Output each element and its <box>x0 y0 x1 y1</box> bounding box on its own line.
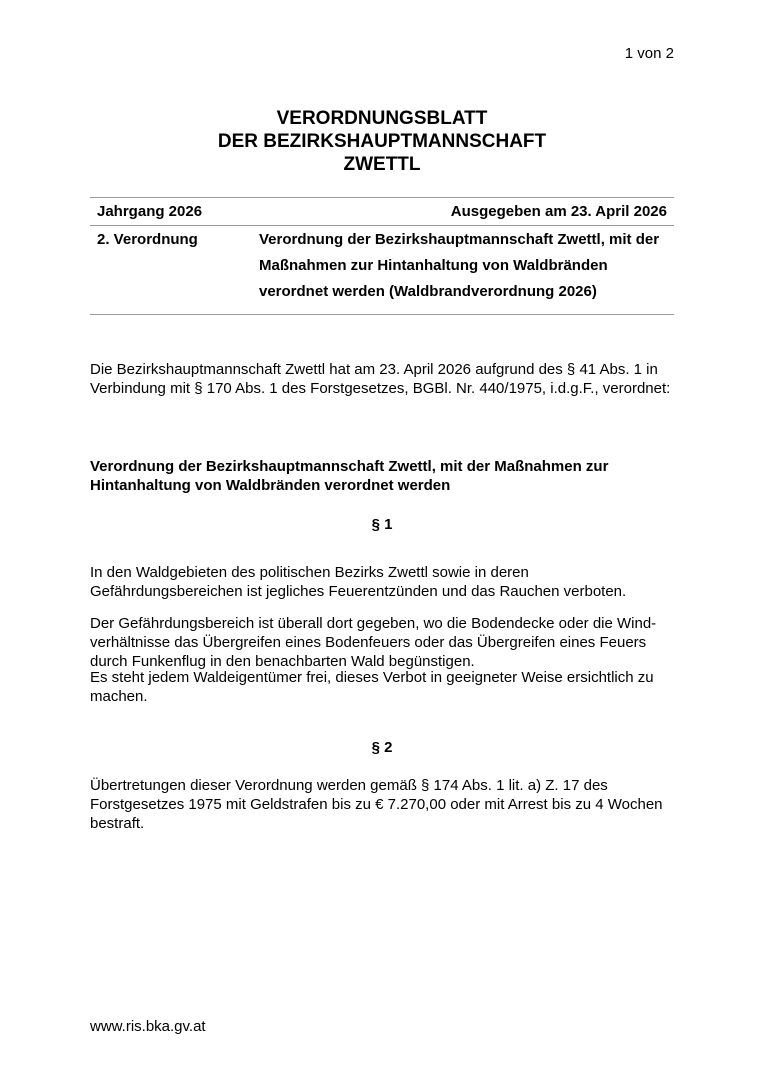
section-1-paragraph-2: Der Gefährdungsbereich ist überall dort gegeben, wo die Bodendecke oder die Wind-verhältnisse das Übergreifen eines Bodenfeuers oder das Übergreifen eines Feuers durch Funkenflug in den benachbarten Wald begünstigen. <box>90 615 657 670</box>
ordinance-title: Verordnung der Bezirkshauptmannschaft Zwettl, mit der Maßnahmen zur Hintanhaltung von Waldbränden verordnet werden (Waldbrandverordnung 2026) <box>259 226 674 315</box>
section-1-paragraph-1: In den Waldgebieten des politischen Bezirks Zwettl sowie in deren Gefährdungsbereichen ist jegliches Feuerentzünden und das Rauchen verboten. <box>90 564 627 600</box>
section-1-mark: § 1 <box>371 516 393 533</box>
section-2-mark: § 2 <box>371 739 393 756</box>
document-title <box>0 107 764 176</box>
page-number: 1 von 2 <box>624 45 674 62</box>
meta-row-ordinance <box>90 226 674 315</box>
ordinance-number: 2. Verordnung <box>90 226 259 315</box>
meta-row-year <box>90 198 674 226</box>
meta-table <box>90 197 674 315</box>
section-2-paragraph-1: Übertretungen dieser Verordnung werden gemäß § 174 Abs. 1 lit. a) Z. 17 des Forstgesetzes 1975 mit Geldstrafen bis zu € 7.270,00 oder mit Arrest bis zu 4 Wochen bestraft. <box>90 777 663 832</box>
intro-paragraph: Die Bezirkshauptmannschaft Zwettl hat am 23. April 2026 aufgrund des § 41 Abs. 1 in Verbindung mit § 170 Abs. 1 des Forstgesetzes, BGBl. Nr. 440/1975, i.d.g.F., verordnet: <box>90 361 671 397</box>
title-line-3: ZWETTL <box>343 154 421 175</box>
year-label: Jahrgang 2026 <box>90 198 259 226</box>
ordinance-heading: Verordnung der Bezirkshauptmannschaft Zwettl, mit der Maßnahmen zur Hintanhaltung von Waldbränden verordnet werden <box>90 458 609 494</box>
title-line-2: DER BEZIRKSHAUPTMANNSCHAFT <box>217 131 547 152</box>
footer-url: www.ris.bka.gv.at <box>90 1018 206 1035</box>
section-1-paragraph-3: Es steht jedem Waldeigentümer frei, dieses Verbot in geeigneter Weise ersichtlich zu machen. <box>90 669 654 705</box>
issued-date: Ausgegeben am 23. April 2026 <box>259 198 674 226</box>
title-line-1: VERORDNUNGSBLATT <box>276 108 488 129</box>
